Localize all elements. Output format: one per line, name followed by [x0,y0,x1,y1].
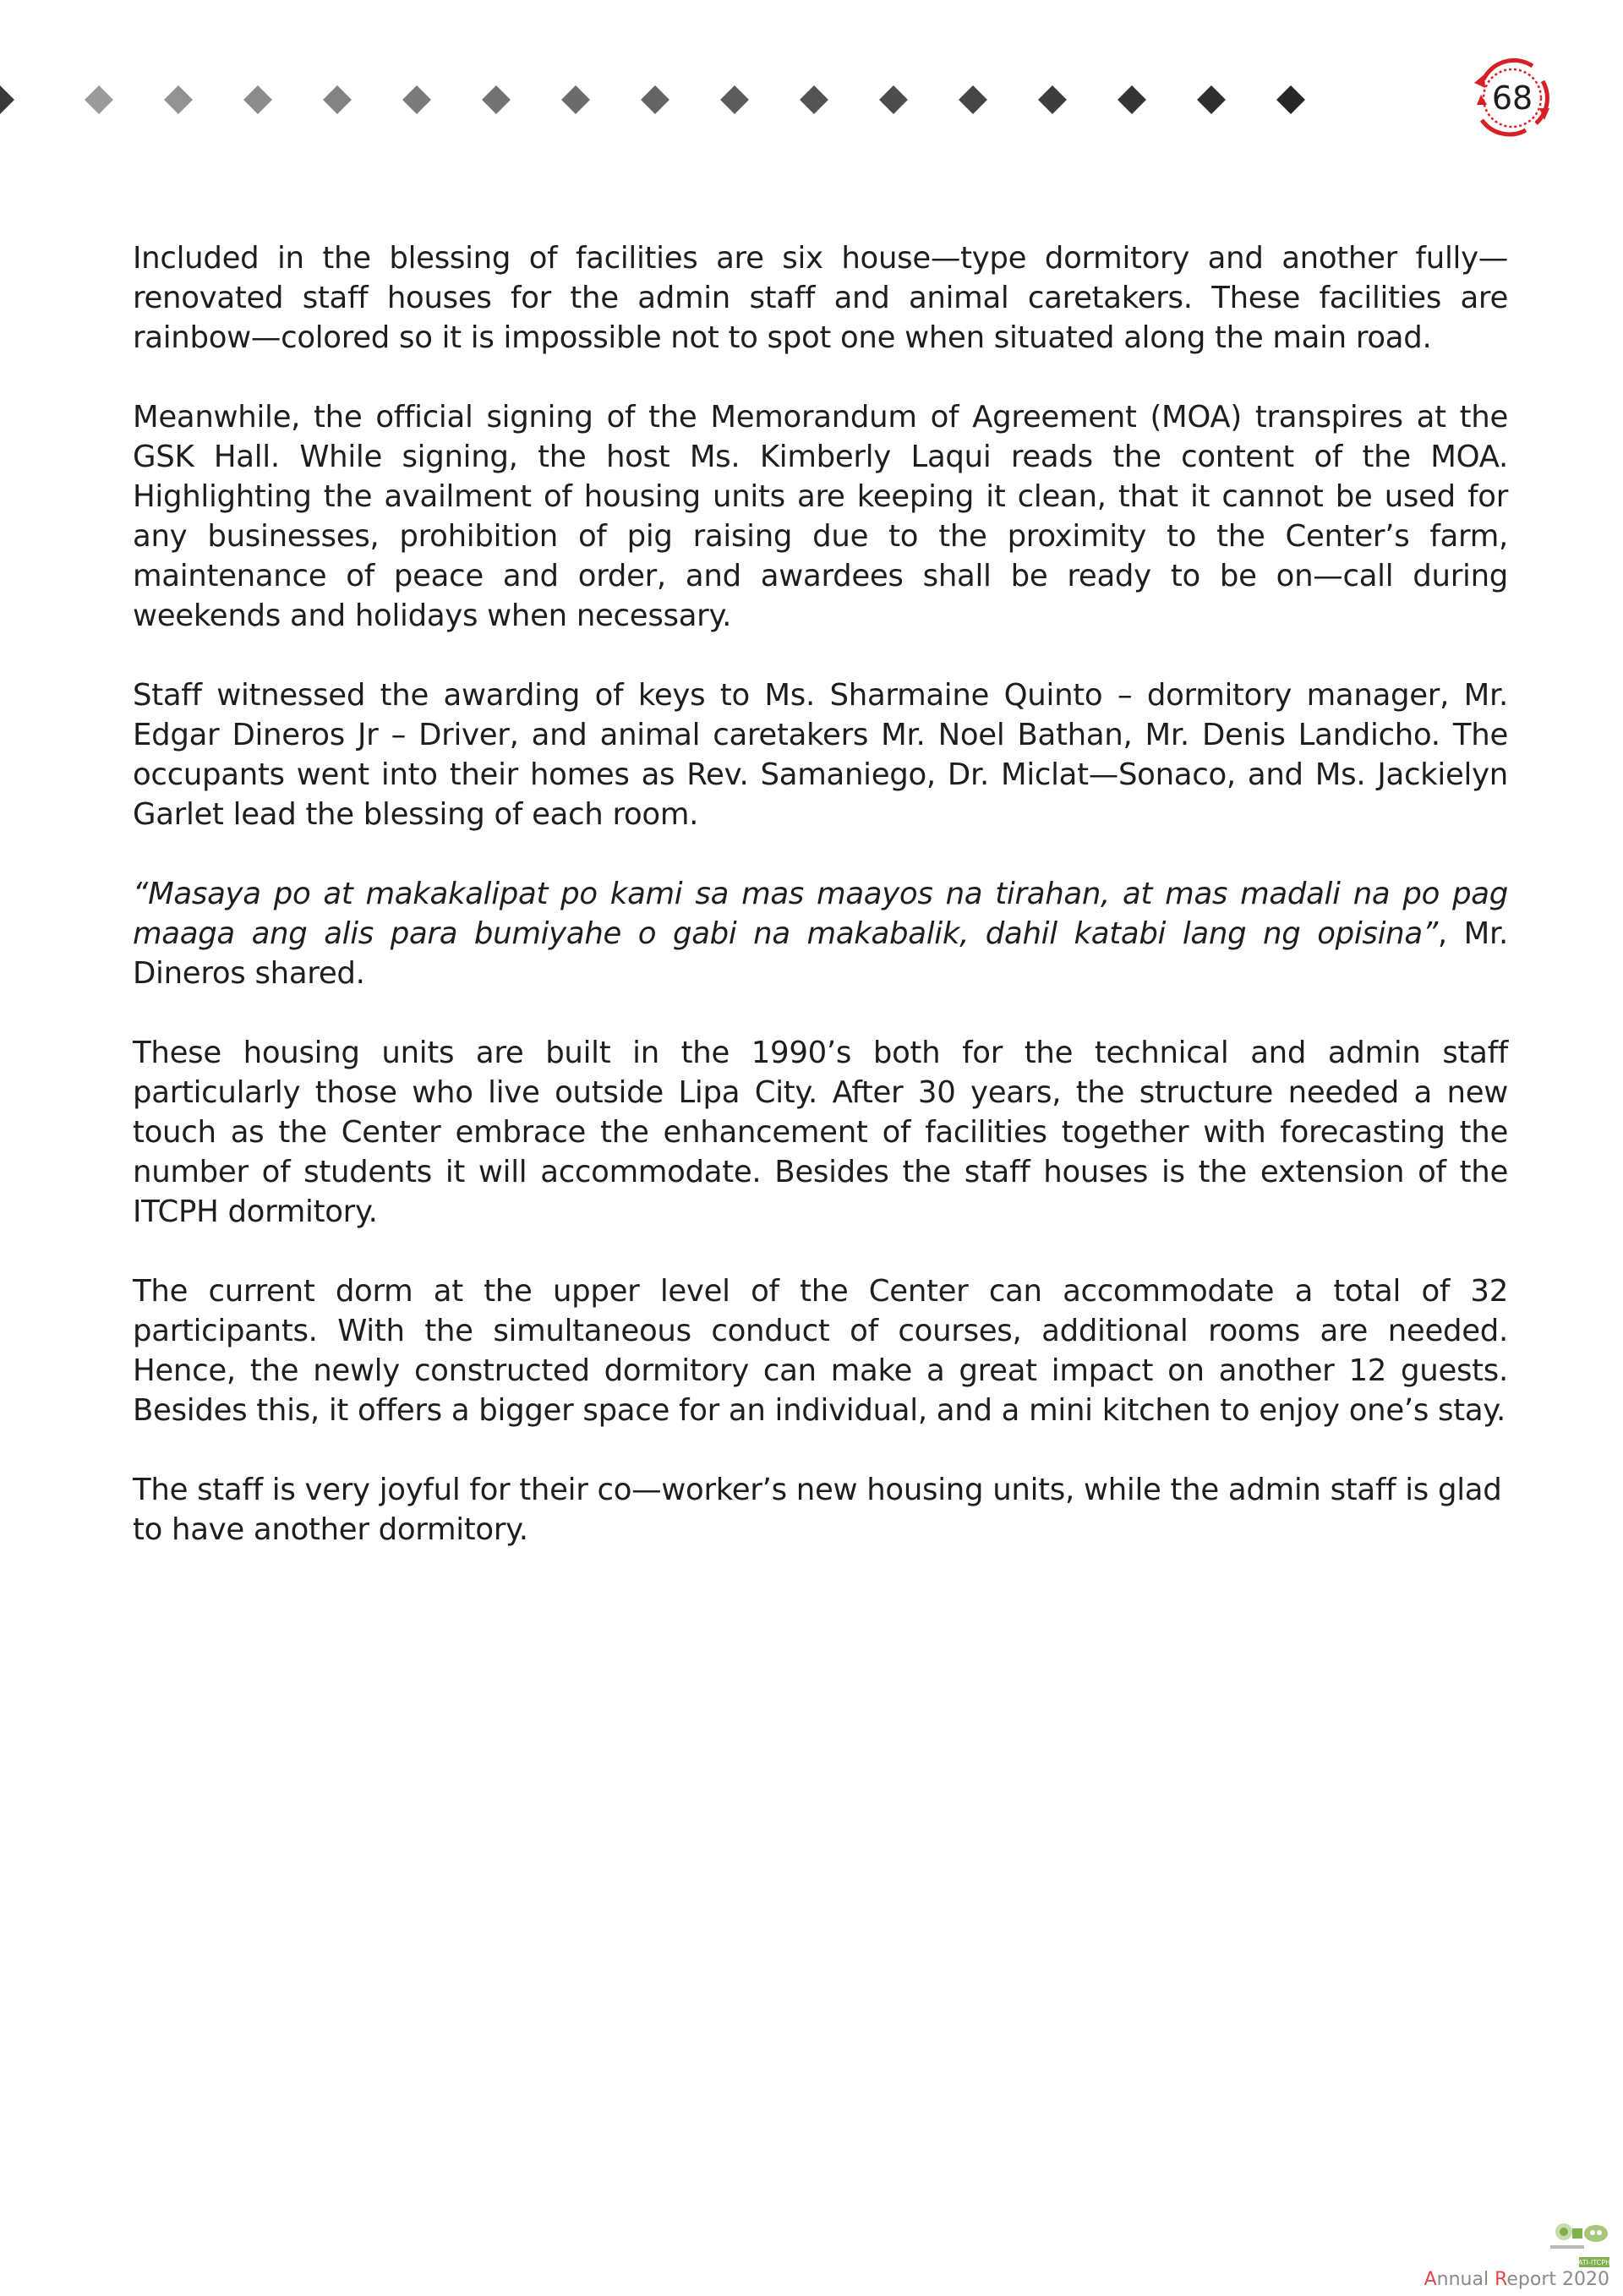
quote-attribution: , Mr. Dineros shared. [133,916,1508,991]
edge-diamond-icon [0,85,14,114]
footer-annual-initial: A [1424,2269,1437,2290]
diamond-icon [800,85,828,114]
diamond-icon [243,85,272,114]
diamond-icon [402,85,431,114]
diamond-icon [1197,85,1226,114]
diamond-icon [85,85,113,114]
diamond-icon [164,85,193,114]
diamond-icon [959,85,987,114]
paragraph-housing-history: These housing units are built in the 1990’s both for the technical and admin staff particularly those who live outside Lipa City. After 30 years, the structure needed a new touch as the Center embrace the enhancement of facilities together with forecasting the number of students it will accommodate. Besides the staff houses is the extension of the ITCPH dormitory. [133,1036,1508,1229]
diamond-icon [879,85,908,114]
paragraph-awarding-keys: Staff witnessed the awarding of keys to Ms. Sharmaine Quinto – dormitory manager, Mr. Edgar Dineros Jr – Driver, and animal caretakers Mr. Noel Bathan, Mr. Denis Landicho. The occupants went into their homes as Rev. Samaniego, Dr. Miclat—Sonaco, and Ms. Jackielyn Garlet lead the blessing of each room. [133,678,1508,832]
diamond-icon [1276,85,1305,114]
page-number: 68 [1491,79,1533,117]
diamond-icon [1118,85,1146,114]
diamond-icon [720,85,749,114]
ati-itcph-logo [1545,2220,1611,2269]
paragraph-dorm-capacity: The current dorm at the upper level of the Center can accommodate a total of 32 participants. With the simultaneous conduct of courses, additional rooms are needed. Hence, the newly constructed dormitory can make a great impact on another 12 guests. Besides this, it offers a bigger space for an individual, and a mini kitchen to enjoy one’s stay. [133,1274,1508,1428]
diamond-icon [641,85,669,114]
diamond-icon [323,85,352,114]
diamond-icon [482,85,511,114]
footer-annual-rest: nnual [1436,2269,1495,2290]
paragraph-moa-signing: Meanwhile, the official signing of the Memorandum of Agreement (MOA) transpires at the GSK Hall. While signing, the host Ms. Kimberly Laqui reads the content of the MOA. Highlighting the availment of housing units are keeping it clean, that it cannot be used for any businesses, prohibition of pig raising due to the proximity to the Center’s farm, maintenance of peace and order, and awardees shall be ready to be on—call during weekends and holidays when necessary. [133,400,1508,633]
header-diamond-row [0,0,1623,203]
logo-label: ATI-ITCPH [1577,2259,1611,2266]
diamond-icon [561,85,590,114]
footer-report-rest: eport 2020 [1506,2269,1609,2290]
diamond-icon [1038,85,1067,114]
article-body [133,238,1508,1589]
paragraph-closing: The staff is very joyful for their co—worker’s new housing units, while the admin staff is glad to have another dormitory. [133,1473,1502,1547]
footer-report-title [1424,2269,1609,2290]
quote-text: “Masaya po at makakalipat po kami sa mas maayos na tirahan, at mas madali na po pag maaga ang alis para bumiyahe o gabi na makabalik, dahil katabi lang ng opisina” [133,877,1508,951]
footer-report-initial: R [1495,2269,1507,2290]
paragraph-quote [133,874,1508,993]
paragraph-facilities: Included in the blessing of facilities are six house—type dormitory and another fully—renovated staff houses for the admin staff and animal caretakers. These facilities are rainbow—colored so it is impossible not to spot one when situated along the main road. [133,241,1508,355]
